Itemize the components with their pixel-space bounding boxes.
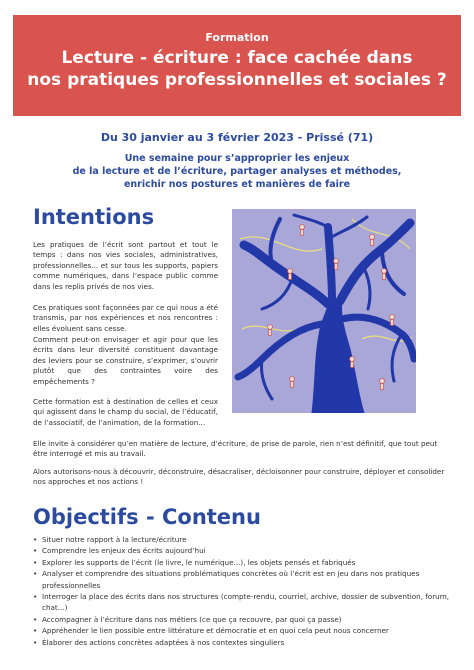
- objectifs-heading: Objectifs - Contenu: [33, 505, 261, 529]
- list-item: • Situer notre rapport à la lecture/écriture: [33, 534, 453, 545]
- intentions-paragraph-2: Ces pratiques sont façonnées par ce qui nous a été transmis, par nos expériences et nos rencontres : elles évoluent sans cesse.: [33, 303, 218, 333]
- list-item: • Élaborer des actions concrètes adaptées à nos contextes singuliers: [33, 637, 453, 648]
- tagline-line-2: de la lecture et de l’écriture, partager analyses et méthodes,: [72, 166, 402, 177]
- intentions-paragraph-6: Alors autorisons-nous à découvrir, déconstruire, désacraliser, décloisonner pour construire, déployer et consolider nos approches et nos actions !: [33, 467, 445, 487]
- intentions-paragraph-4: Cette formation est à destination de celles et ceux qui agissent dans le champ du social, de l’éducatif, de l’associatif, de l’animation, de la formation...: [33, 397, 218, 427]
- banner-title-line-2: nos pratiques professionnelles et sociales ?: [27, 70, 447, 90]
- intentions-heading: Intentions: [33, 205, 155, 229]
- list-item: • Accompagner à l’écriture dans nos métiers (ce que ça recouvre, par quoi ça passe): [33, 614, 453, 625]
- list-item: • Appréhender le lien possible entre littérature et démocratie et en quoi cela peut nous concerner: [33, 625, 453, 636]
- list-item: • Analyser et comprendre des situations problématiques concrètes où l’écrit est en jeu dans nos pratiques professionnelles: [33, 568, 453, 591]
- tree-with-people-illustration: [232, 209, 416, 413]
- header-banner: [13, 15, 461, 116]
- tagline-line-1: Une semaine pour s’approprier les enjeux: [124, 153, 350, 164]
- tagline: [0, 152, 474, 191]
- banner-kicker: Formation: [205, 31, 269, 44]
- event-dates: Du 30 janvier au 3 février 2023 - Prissé (71): [100, 131, 374, 144]
- list-item: • Comprendre les enjeux des écrits aujourd’hui: [33, 545, 453, 556]
- tagline-line-3: enrichir nos postures et manières de faire: [123, 179, 351, 190]
- intentions-paragraph-5: Elle invite à considérer qu’en matière de lecture, d’écriture, de prise de parole, rien n’est définitif, que tout peut être interrogé et mis au travail.: [33, 439, 438, 459]
- intentions-paragraph-1: Les pratiques de l’écrit sont partout et tout le temps : dans nos vies sociales, administratives, professionnelles... et sur tous les supports, papiers comme numériques, dans l’espace public comme dans les replis privés de nos vies.: [33, 240, 218, 291]
- list-item: • Explorer les supports de l’écrit (le livre, le numérique...), les objets pensés et fabriqués: [33, 557, 453, 568]
- banner-title: [13, 47, 461, 91]
- intentions-paragraph-3: Comment peut-on envisager et agir pour que les écrits dans leur diversité constituent davantage des leviers pour se construire, s’exprimer, s’ouvrir plutôt que des contraintes voire des empêchements ?: [33, 335, 218, 386]
- banner-title-line-1: Lecture - écriture : face cachée dans: [61, 48, 413, 68]
- list-item: • Interroger la place des écrits dans nos structures (compte-rendu, courriel, archive, dossier de subvention, forum, chat...): [33, 591, 453, 614]
- objectifs-list: [33, 534, 453, 648]
